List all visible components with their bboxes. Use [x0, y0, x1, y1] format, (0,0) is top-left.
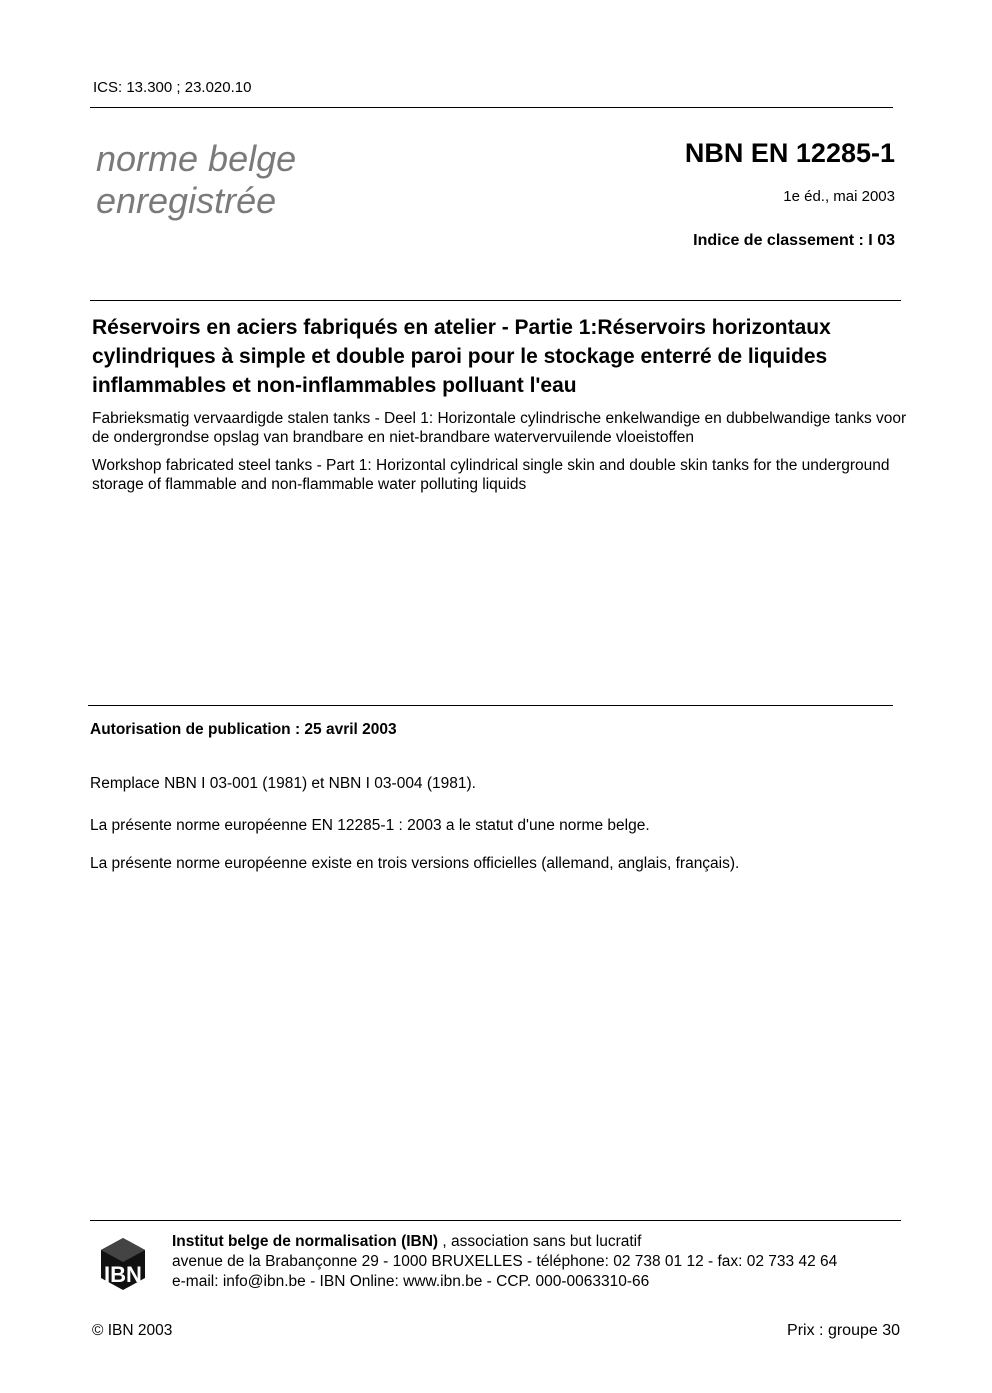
replaces-text: Remplace NBN I 03-001 (1981) et NBN I 03-004 (1981).: [90, 775, 476, 792]
organization-address: avenue de la Brabançonne 29 - 1000 BRUXELLES - téléphone: 02 738 01 12 - fax: 02 733 42 64: [172, 1253, 838, 1270]
top-divider: [90, 107, 893, 108]
title-english: Workshop fabricated steel tanks - Part 1: Horizontal cylindrical single skin and double skin tanks for the underground storage of flammable and non-flammable water polluting liquids: [92, 457, 890, 493]
brand-title: [96, 138, 296, 222]
ics-code: ICS: 13.300 ; 23.020.10: [93, 79, 252, 96]
organization-type: , association sans but lucratif: [438, 1233, 642, 1250]
brand-line-1: norme belge: [96, 138, 297, 179]
edition-date: 1e éd., mai 2003: [783, 188, 895, 205]
ibn-logo: [97, 1236, 149, 1292]
title-dutch: Fabrieksmatig vervaardigde stalen tanks - Deel 1: Horizontale cylindrische enkelwandige en dubbelwandige tanks voor de ondergrondse opslag van brandbare en niet-brandbare watervervuilende vloeistoffen: [92, 410, 907, 446]
versions-text: La présente norme européenne existe en trois versions officielles (allemand, anglais, français).: [90, 855, 740, 872]
brand-line-2: enregistrée: [96, 180, 277, 221]
title-french: Réservoirs en aciers fabriqués en atelier - Partie 1:Réservoirs horizontaux cylindriques à simple et double paroi pour le stockage enterré de liquides inflammables et non-inflammables polluant l'eau: [92, 316, 831, 397]
publication-divider: [88, 705, 893, 706]
footer-divider: [90, 1220, 901, 1221]
standard-number: NBN EN 12285-1: [684, 138, 895, 168]
publication-authorisation: Autorisation de publication : 25 avril 2003: [90, 721, 397, 738]
organization-name-line: [172, 1232, 837, 1252]
price-group: Prix : groupe 30: [787, 1322, 900, 1339]
ibn-logo-text: IBN: [104, 1262, 142, 1287]
organization-block: [172, 1232, 837, 1292]
organization-name: Institut belge de normalisation (IBN): [172, 1233, 439, 1250]
title-divider: [90, 300, 901, 301]
status-text: La présente norme européenne EN 12285-1 : 2003 a le statut d'une norme belge.: [90, 817, 650, 834]
classification-index: Indice de classement : I 03: [693, 232, 895, 249]
organization-contact: e-mail: info@ibn.be - IBN Online: www.ibn.be - CCP. 000-0063310-66: [172, 1273, 650, 1290]
copyright: © IBN 2003: [92, 1322, 173, 1339]
